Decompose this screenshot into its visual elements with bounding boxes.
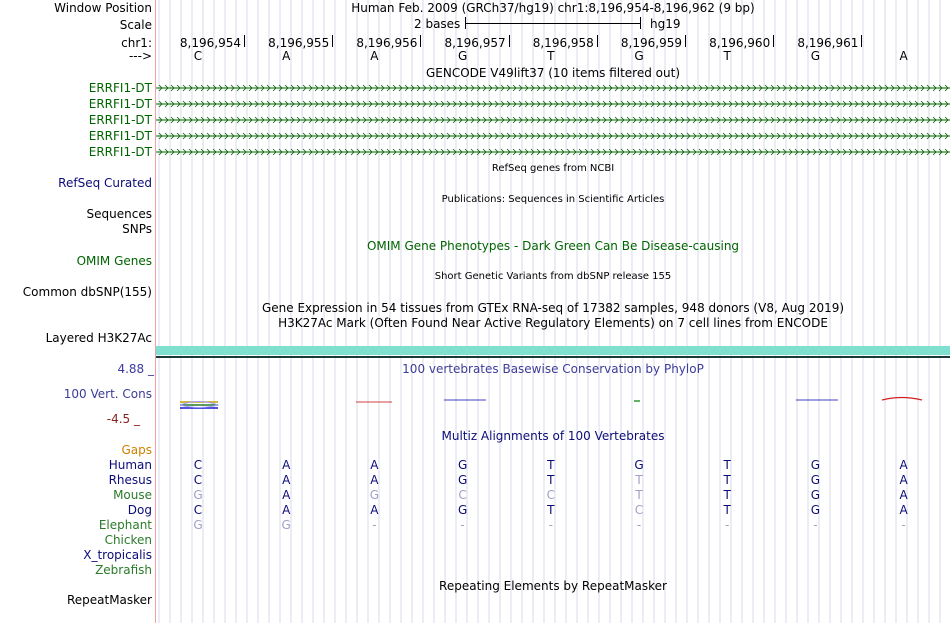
repeatmasker-label[interactable]: RepeatMasker: [66, 593, 152, 607]
reference-base: A: [899, 49, 908, 63]
species-base: -: [460, 518, 465, 532]
dbsnp-label[interactable]: Common dbSNP(155): [22, 285, 152, 299]
reference-base: G: [457, 49, 468, 63]
ruler-tick: [509, 35, 510, 47]
species-base: -: [725, 518, 730, 532]
species-base: A: [899, 458, 908, 472]
gencode-item-label[interactable]: ERRFI1-DT: [88, 129, 152, 143]
species-label[interactable]: Zebrafish: [95, 563, 152, 577]
gencode-track-title[interactable]: GENCODE V49lift37 (10 items filtered out): [425, 66, 680, 80]
reference-base: C: [193, 49, 203, 63]
reference-base: T: [723, 49, 731, 63]
scale-bar-right-tick: [640, 17, 641, 29]
ruler-tick: [597, 35, 598, 47]
gencode-item-label[interactable]: ERRFI1-DT: [88, 81, 152, 95]
species-label[interactable]: Human: [108, 458, 152, 472]
scale-label: Scale: [119, 18, 152, 32]
gencode-item-label[interactable]: ERRFI1-DT: [88, 113, 152, 127]
species-label[interactable]: Elephant: [98, 518, 152, 532]
ruler-position-label: 8,196,961: [797, 36, 859, 50]
phylop-label[interactable]: 100 Vert. Cons: [63, 387, 152, 401]
ruler-position-label: 8,196,954: [179, 36, 241, 50]
ruler-position-label: 8,196,956: [356, 36, 418, 50]
species-base: -: [372, 518, 377, 532]
h3k27ac-track-title[interactable]: H3K27Ac Mark (Often Found Near Active Regulatory Elements) on 7 cell lines from ENCODE: [278, 316, 828, 330]
species-base: A: [282, 458, 291, 472]
gtex-track-title[interactable]: Gene Expression in 54 tissues from GTEx RNA-seq of 17382 samples, 948 donors (V8, Aug 2019): [261, 301, 845, 315]
scale-db: hg19: [650, 17, 681, 31]
gencode-transcript-line[interactable]: [156, 115, 950, 125]
species-base: -: [636, 518, 642, 532]
species-base: G: [281, 518, 291, 532]
species-base: G: [193, 488, 203, 502]
species-base: G: [810, 488, 821, 502]
gencode-item-label[interactable]: ERRFI1-DT: [88, 145, 152, 159]
species-base: -: [548, 518, 553, 532]
species-base: A: [282, 473, 291, 487]
species-base: G: [810, 473, 821, 487]
ruler-tick: [244, 35, 245, 47]
repeatmasker-track-title[interactable]: Repeating Elements by RepeatMasker: [439, 579, 667, 593]
species-base: A: [282, 488, 291, 502]
gencode-transcript-line[interactable]: [156, 99, 950, 109]
species-base: G: [193, 518, 203, 532]
species-base: A: [899, 473, 908, 487]
species-base: T: [547, 473, 555, 487]
species-base: C: [458, 488, 467, 502]
refseq-curated-label[interactable]: RefSeq Curated: [58, 176, 152, 190]
h3k27ac-baseline: [156, 356, 950, 358]
ruler-tick: [420, 35, 421, 47]
species-base: -: [901, 518, 906, 532]
species-base: T: [547, 503, 555, 517]
species-base: C: [193, 473, 203, 487]
gencode-transcript-line[interactable]: [156, 147, 950, 157]
scale-text: 2 bases: [414, 17, 461, 31]
species-label[interactable]: Rhesus: [108, 473, 152, 487]
species-base: T: [723, 503, 731, 517]
gencode-transcript-line[interactable]: [156, 83, 950, 93]
species-base: C: [634, 503, 644, 517]
scale-bar-left-tick: [465, 17, 466, 29]
h3k27ac-signal-bar: [156, 346, 950, 355]
phylop-glyph-6: [882, 398, 922, 401]
publications-track-title[interactable]: Publications: Sequences in Scientific Articles: [441, 194, 665, 205]
ruler-position-label: 8,196,958: [532, 36, 594, 50]
species-base: C: [193, 503, 203, 517]
gaps-label[interactable]: Gaps: [121, 443, 152, 457]
phylop-max-label: 4.88 _: [117, 362, 154, 376]
dbsnp-track-title[interactable]: Short Genetic Variants from dbSNP release 155: [434, 271, 672, 282]
assembly-position-text: Human Feb. 2009 (GRCh37/hg19) chr1:8,196,954-8,196,962 (9 bp): [351, 1, 755, 15]
species-base: A: [899, 503, 908, 517]
species-base: C: [193, 458, 203, 472]
ruler-position-label: 8,196,955: [268, 36, 330, 50]
ruler-tick: [861, 35, 862, 47]
phylop-signal: [156, 394, 950, 414]
species-label[interactable]: Chicken: [104, 533, 152, 547]
multiz-track-title[interactable]: Multiz Alignments of 100 Vertebrates: [441, 429, 665, 443]
reference-base: G: [810, 49, 821, 63]
species-base: T: [723, 458, 731, 472]
ruler-tick: [773, 35, 774, 47]
omim-track-title[interactable]: OMIM Gene Phenotypes - Dark Green Can Be Disease-causing: [366, 239, 740, 253]
ruler-position-label: 8,196,960: [709, 36, 771, 50]
species-base: T: [547, 458, 555, 472]
species-base: G: [457, 503, 468, 517]
species-base: T: [635, 488, 643, 502]
chrom-label: chr1:: [121, 36, 152, 50]
species-base: T: [635, 473, 643, 487]
species-base: T: [723, 488, 731, 502]
gencode-transcript-line[interactable]: [156, 131, 950, 141]
species-base: G: [457, 473, 468, 487]
gencode-item-label[interactable]: ERRFI1-DT: [88, 97, 152, 111]
strand-label: --->: [128, 49, 152, 63]
species-base: G: [810, 503, 821, 517]
phylop-glyph-1: [180, 402, 218, 409]
reference-base: A: [282, 49, 291, 63]
species-label[interactable]: Mouse: [113, 488, 152, 502]
species-base: A: [370, 503, 379, 517]
refseq-track-title[interactable]: RefSeq genes from NCBI: [491, 163, 615, 174]
omim-genes-label[interactable]: OMIM Genes: [76, 254, 152, 268]
species-base: G: [369, 488, 380, 502]
phylop-track-title[interactable]: 100 vertebrates Basewise Conservation by PhyloP: [402, 362, 704, 376]
species-base: A: [370, 473, 379, 487]
sequences-label[interactable]: Sequences: [86, 207, 152, 221]
species-label[interactable]: Dog: [127, 503, 152, 517]
h3k27ac-label[interactable]: Layered H3K27Ac: [45, 331, 152, 345]
window-position-label: Window Position: [54, 1, 152, 15]
ruler-position-label: 8,196,959: [620, 36, 682, 50]
species-label[interactable]: X_tropicalis: [83, 548, 152, 562]
ruler-tick: [332, 35, 333, 47]
species-base: -: [813, 518, 818, 532]
species-base: G: [634, 458, 644, 472]
species-base: A: [899, 488, 908, 502]
reference-base: T: [547, 49, 555, 63]
species-base: G: [457, 458, 468, 472]
scale-bar: [465, 23, 640, 24]
species-base: G: [810, 458, 821, 472]
snps-label[interactable]: SNPs: [122, 222, 152, 236]
ruler-position-label: 8,196,957: [444, 36, 506, 50]
reference-base: G: [634, 49, 644, 63]
reference-base: A: [370, 49, 379, 63]
species-base: C: [546, 488, 555, 502]
species-base: A: [370, 458, 379, 472]
species-base: A: [282, 503, 291, 517]
phylop-min-label: -4.5 _: [106, 412, 140, 426]
ruler-tick: [685, 35, 686, 47]
species-base: T: [723, 473, 731, 487]
